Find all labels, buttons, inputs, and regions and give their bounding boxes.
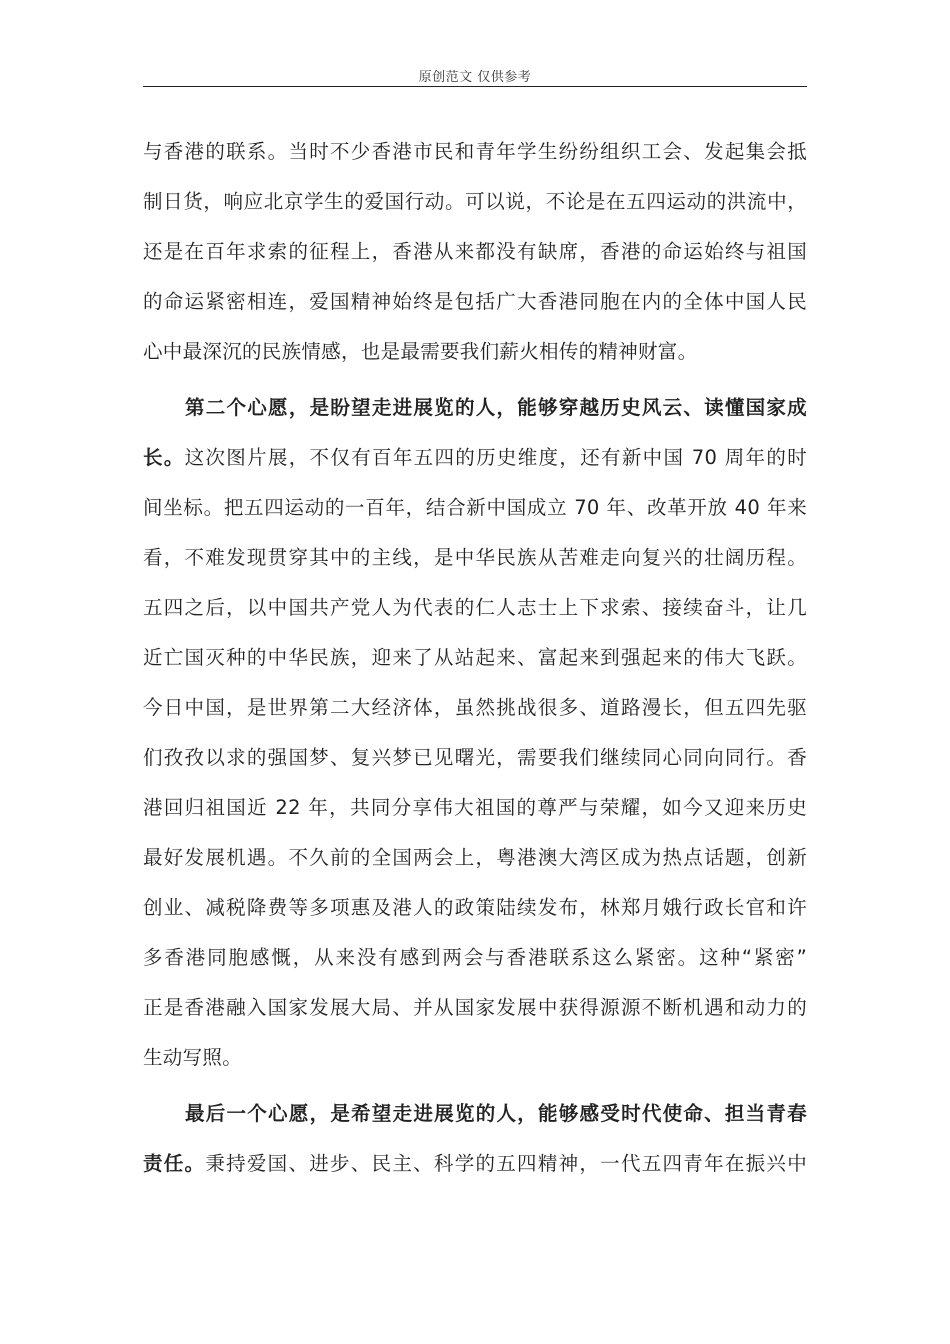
- text-segment: 多香港同胞感慨，从来没有感到两会与香港联系这么紧密。这种“紧密”: [143, 946, 807, 969]
- text-line: [143, 736, 807, 786]
- text-segment: 近亡国灭种的中华民族，迎来了从站起来、富起来到强起来的伟大飞跃。: [143, 646, 807, 669]
- text-line: [143, 886, 807, 936]
- text-segment: 与香港的联系。当时不少香港市民和青年学生纷纷组织工会、发起集会抵: [143, 140, 807, 163]
- text-line: [143, 586, 807, 636]
- text-line: [143, 1092, 807, 1142]
- text-line: [143, 686, 807, 736]
- text-segment: 秉持爱国、进步、民主、科学的五四精神，一代五四青年在振兴中: [205, 1152, 807, 1175]
- bold-heading-segment: 责任。: [143, 1152, 206, 1175]
- text-segment: 看，不难发现贯穿其中的主线，是中华民族从苦难走向复兴的壮阔历程。: [143, 546, 807, 569]
- text-line: [143, 786, 807, 836]
- text-segment: 还是在百年求索的征程上，香港从来都没有缺席，香港的命运始终与祖国: [143, 240, 807, 263]
- bold-heading-segment: 第二个心愿，是盼望走进展览的人，能够穿越历史风云、读懂国家成: [185, 396, 807, 419]
- bold-heading-segment: 最后一个心愿，是希望走进展览的人，能够感受时代使命、担当青春: [185, 1102, 807, 1125]
- text-line: [143, 386, 807, 436]
- text-segment: 们孜孜以求的强国梦、复兴梦已见曙光，需要我们继续同心同向同行。香: [143, 746, 807, 769]
- text-line: [143, 486, 807, 536]
- text-line: [143, 1142, 807, 1192]
- text-segment: 心中最深沉的民族情感，也是最需要我们薪火相传的精神财富。: [143, 340, 698, 363]
- text-line: [143, 536, 807, 586]
- paragraph-1: [143, 130, 807, 380]
- text-segment: 正是香港融入国家发展大局、并从国家发展中获得源源不断机遇和动力的: [143, 996, 807, 1019]
- text-line: [143, 280, 807, 330]
- text-line: [143, 836, 807, 886]
- text-segment: 港回归祖国近 22 年，共同分享伟大祖国的尊严与荣耀，如今又迎来历史: [143, 796, 807, 819]
- text-segment: 生动写照。: [143, 1046, 243, 1069]
- text-line: [143, 436, 807, 486]
- text-line: [143, 1036, 807, 1086]
- bold-heading-segment: 长。: [143, 446, 185, 469]
- page-header: 原创范文 仅供参考: [418, 70, 532, 85]
- text-line: [143, 230, 807, 280]
- text-segment: 今日中国，是世界第二大经济体，虽然挑战很多、道路漫长，但五四先驱: [143, 696, 807, 719]
- paragraph-3: [143, 1092, 807, 1192]
- text-line: [143, 936, 807, 986]
- document-body: [143, 130, 807, 1192]
- text-segment: 最好发展机遇。不久前的全国两会上，粤港澳大湾区成为热点话题，创新: [143, 846, 807, 869]
- text-line: [143, 130, 807, 180]
- text-line: [143, 330, 807, 380]
- text-line: [143, 180, 807, 230]
- text-segment: 制日货，响应北京学生的爱国行动。可以说，不论是在五四运动的洪流中，: [143, 190, 807, 213]
- text-segment: 的命运紧密相连，爱国精神始终是包括广大香港同胞在内的全体中国人民: [143, 290, 807, 313]
- text-segment: 这次图片展，不仅有百年五四的历史维度，还有新中国 70 周年的时: [184, 446, 807, 469]
- paragraph-2: [143, 386, 807, 1086]
- text-line: [143, 986, 807, 1036]
- text-line: [143, 636, 807, 686]
- text-segment: 间坐标。把五四运动的一百年，结合新中国成立 70 年、改革开放 40 年来: [143, 496, 807, 519]
- header-divider: [143, 86, 807, 87]
- text-segment: 五四之后，以中国共产党人为代表的仁人志士上下求索、接续奋斗，让几: [143, 596, 807, 619]
- text-segment: 创业、减税降费等多项惠及港人的政策陆续发布，林郑月娥行政长官和许: [143, 896, 807, 919]
